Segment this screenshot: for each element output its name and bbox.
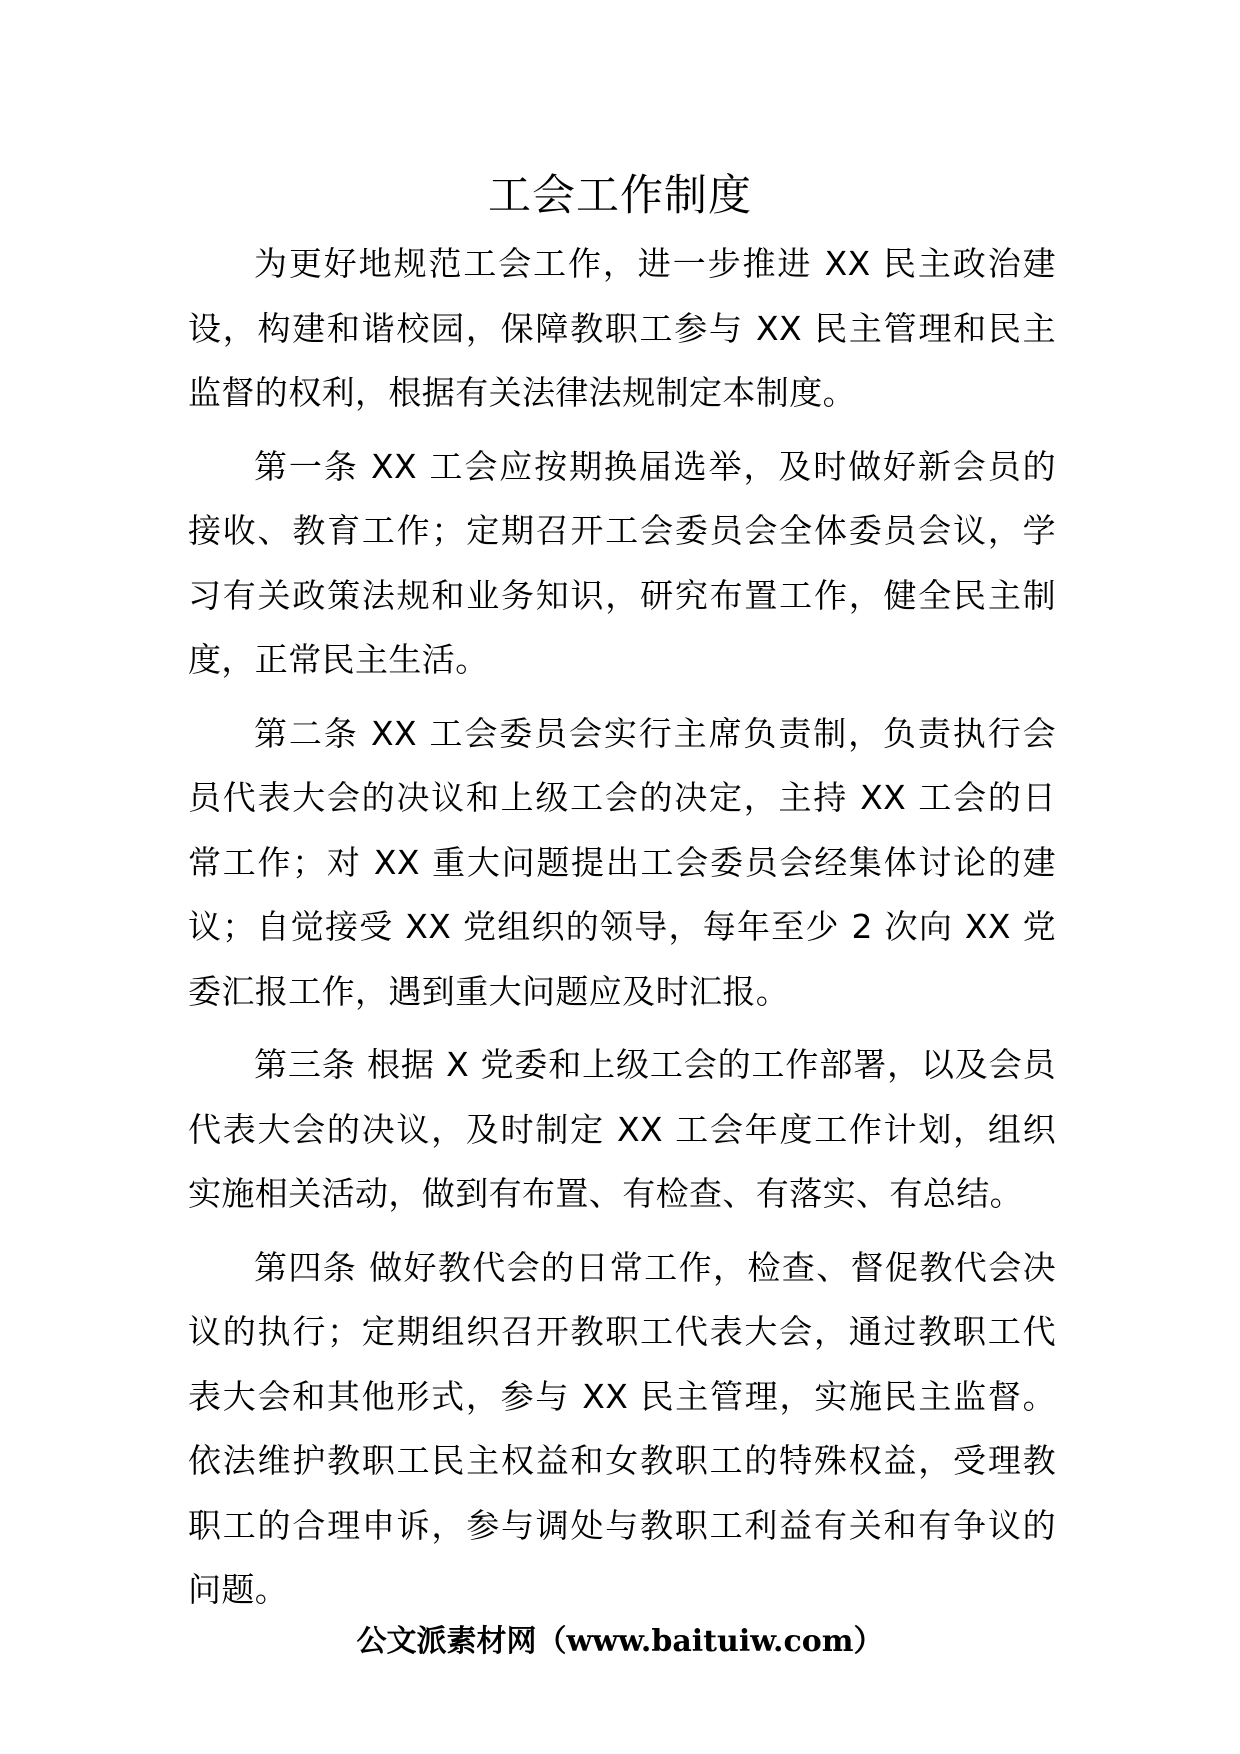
document-body [188, 232, 1056, 1632]
footer-watermark: 公文派素材网（www.baituiw.com） [356, 1624, 884, 1659]
article-4-paragraph: 第四条 做好教代会的日常工作，检查、督促教代会决议的执行；定期组织召开教职工代表大会，通过教职工代表大会和其他形式，参与 XX 民主管理，实施民主监督。依法维护教职工民主权益和女教职工的特殊权益，受理教职工的合理申诉，参与调处与教职工利益有关和有争议的问题。 [188, 1247, 1056, 1609]
article-2-paragraph: 第二条 XX 工会委员会实行主席负责制，负责执行会员代表大会的决议和上级工会的决定，主持 XX 工会的日常工作；对 XX 重大问题提出工会委员会经集体讨论的建议；自觉接受 XX 党组织的领导，每年至少 2 次向 XX 党委汇报工作，遇到重大问题应及时汇报。 [188, 713, 1056, 1011]
article-3-paragraph: 第三条 根据 X 党委和上级工会的工作部署，以及会员代表大会的决议，及时制定 XX 工会年度工作计划，组织实施相关活动，做到有布置、有检查、有落实、有总结。 [188, 1045, 1056, 1213]
intro-paragraph: 为更好地规范工会工作，进一步推进 XX 民主政治建设，构建和谐校园，保障教职工参与 XX 民主管理和民主监督的权利，根据有关法律法规制定本制度。 [188, 244, 1056, 412]
article-1-paragraph: 第一条 XX 工会应按期换届选举，及时做好新会员的接收、教育工作；定期召开工会委员会全体委员会议，学习有关政策法规和业务知识，研究布置工作，健全民主制度，正常民主生活。 [188, 446, 1056, 679]
document-title: 工会工作制度 [488, 171, 752, 221]
